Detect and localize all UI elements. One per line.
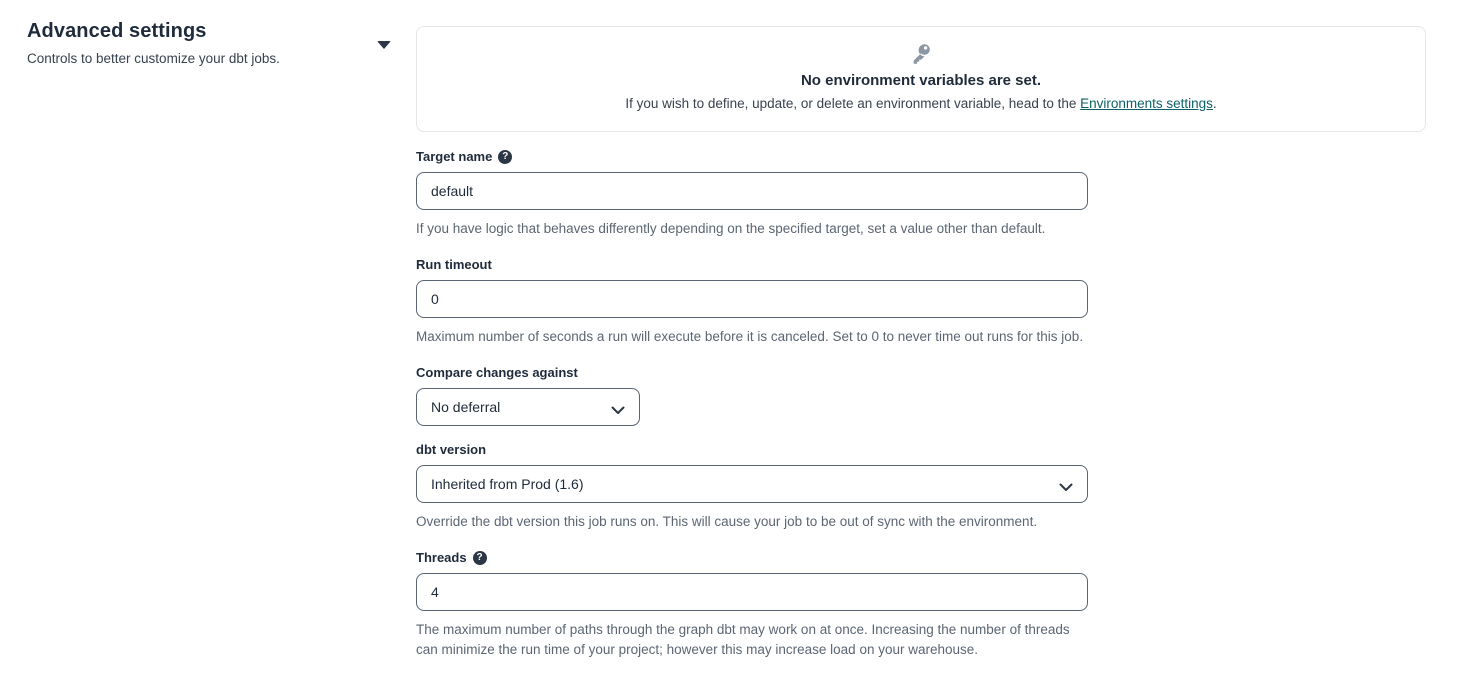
dbt-version-select[interactable] [416,465,1088,503]
collapse-caret-icon[interactable] [377,41,391,49]
key-icon [417,42,1425,66]
field-dbt-version [416,442,1088,532]
run-timeout-input[interactable] [416,280,1088,318]
dbt-version-helper: Override the dbt version this job runs on. This will cause your job to be out of sync with the environment. [416,514,1038,529]
env-vars-message-suffix: . [1212,96,1217,111]
compare-changes-label [416,365,1088,381]
env-vars-heading: No environment variables are set. [800,72,1042,89]
run-timeout-label-text: Run timeout [416,257,492,272]
run-timeout-label [416,257,1088,273]
compare-changes-select[interactable] [416,388,640,426]
env-vars-message [417,96,1425,111]
compare-changes-label-text: Compare changes against [416,365,578,380]
env-vars-card [416,26,1426,132]
target-name-input[interactable] [416,172,1088,210]
dbt-version-label [416,442,1088,458]
threads-helper: The maximum number of paths through the graph dbt may work on at once. Increasing the number of threads can minimize the run time of your project; however this may increase load on your warehouse. [416,622,1070,657]
threads-label [416,550,1088,566]
dbt-version-selected-value: Inherited from Prod (1.6) [431,476,584,492]
field-threads [416,550,1088,660]
env-vars-message-prefix: If you wish to define, update, or delete an environment variable, head to the [625,96,1081,111]
page-title: Advanced settings [27,20,207,42]
field-compare-changes [416,365,1088,426]
field-run-timeout [416,257,1088,347]
field-target-name [416,149,1088,239]
threads-label-text: Threads [416,550,467,565]
environments-settings-link[interactable]: Environments settings [1080,96,1213,111]
target-name-label-text: Target name [416,149,493,164]
run-timeout-helper: Maximum number of seconds a run will execute before it is canceled. Set to 0 to never time out runs for this job. [416,329,1084,344]
chevron-down-icon [611,402,625,418]
target-name-help-icon[interactable]: ? [498,150,512,164]
threads-help-icon[interactable]: ? [473,551,487,565]
dbt-version-label-text: dbt version [416,442,487,457]
target-name-helper: If you have logic that behaves differently depending on the specified target, set a value other than default. [416,221,1046,236]
threads-input[interactable] [416,573,1088,611]
compare-changes-selected-value: No deferral [431,399,501,415]
target-name-label [416,149,1088,165]
chevron-down-icon [1059,479,1073,495]
advanced-settings-form [416,149,1088,678]
page-subtitle: Controls to better customize your dbt jobs. [27,51,280,66]
section-header [27,20,367,66]
